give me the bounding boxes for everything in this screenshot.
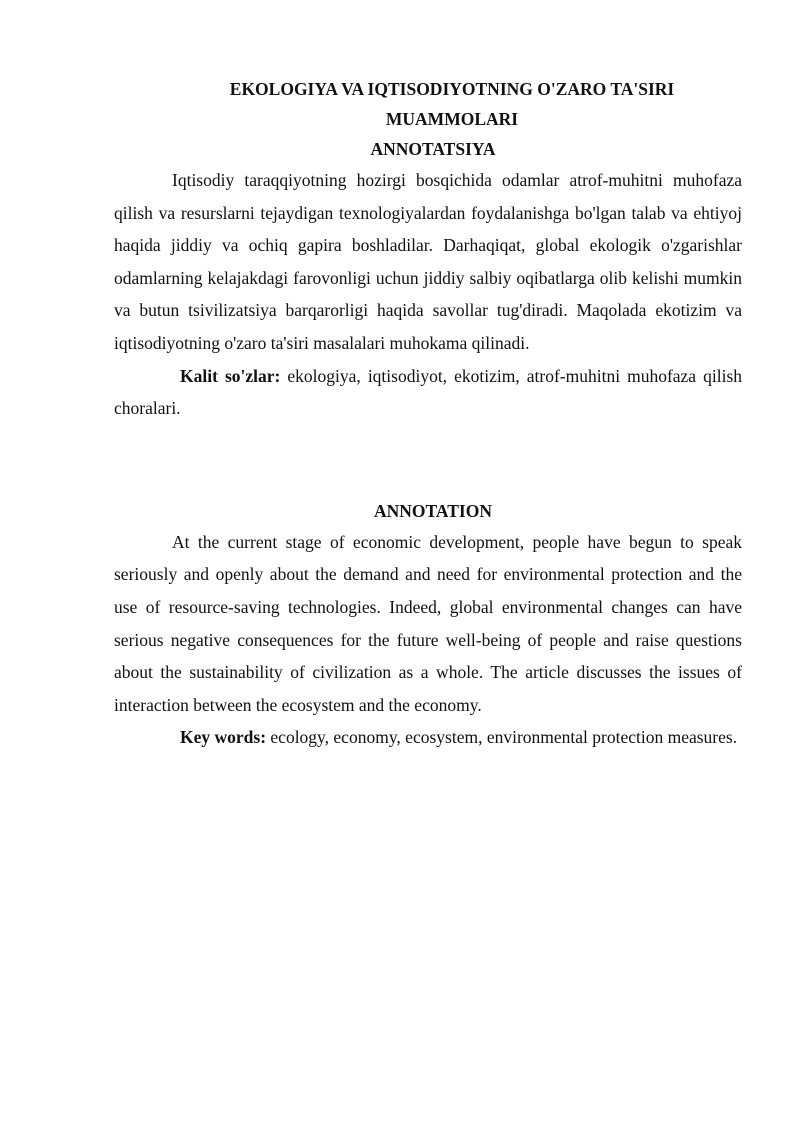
english-keywords-label: Key words: bbox=[180, 727, 267, 748]
uzbek-annotation-heading: ANNOTATSIYA bbox=[370, 139, 496, 159]
english-annotation-section bbox=[114, 496, 742, 754]
uzbek-keywords-text: ekologiya, iqtisodiyot, ekotizim, atrof-muhitni muhofaza qilish choralari. bbox=[114, 365, 743, 419]
uzbek-keywords-label: Kalit so'zlar: bbox=[180, 365, 281, 386]
english-keywords-text: ecology, economy, ecosystem, environmental protection measures. bbox=[266, 727, 738, 748]
english-annotation-heading: ANNOTATION bbox=[374, 500, 492, 521]
english-keywords bbox=[114, 721, 742, 754]
document-title bbox=[114, 74, 742, 134]
title-line-1: EKOLOGIYA VA IQTISODIYOTNING O'ZARO TA'SIRI bbox=[229, 79, 675, 99]
uzbek-keywords bbox=[114, 360, 742, 425]
english-abstract: At the current stage of economic development, people have begun to speak seriously and openly about the demand and need for environmental protection and the use of resource-saving technologies. Indeed, global environmental changes can have serious negative consequences for the future well-being of people and raise questions about the sustainability of civilization as a whole. The article discusses the issues of interaction between the ecosystem and the economy. bbox=[114, 531, 742, 715]
uzbek-abstract: Iqtisodiy taraqqiyotning hozirgi bosqichida odamlar atrof-muhitni muhofaza qilish va resurslarni tejaydigan texnologiyalardan foydalanishga bo'lgan talab va ehtiyoj haqida jiddiy va ochiq gapira boshladilar. Darhaqiqat, global ekologik o'zgarishlar odamlarning kelajakdagi farovonligi uchun jiddiy salbiy oqibatlarga olib kelishi mumkin va butun tsivilizatsiya barqarorligi haqida savollar tug'diradi. Maqolada ekotizim va iqtisodiyotning o'zaro ta'siri masalalari muhokama qilinadi. bbox=[114, 170, 742, 353]
title-line-2: MUAMMOLARI bbox=[385, 109, 519, 129]
document-content bbox=[114, 74, 742, 754]
uzbek-annotation-section bbox=[114, 134, 742, 425]
